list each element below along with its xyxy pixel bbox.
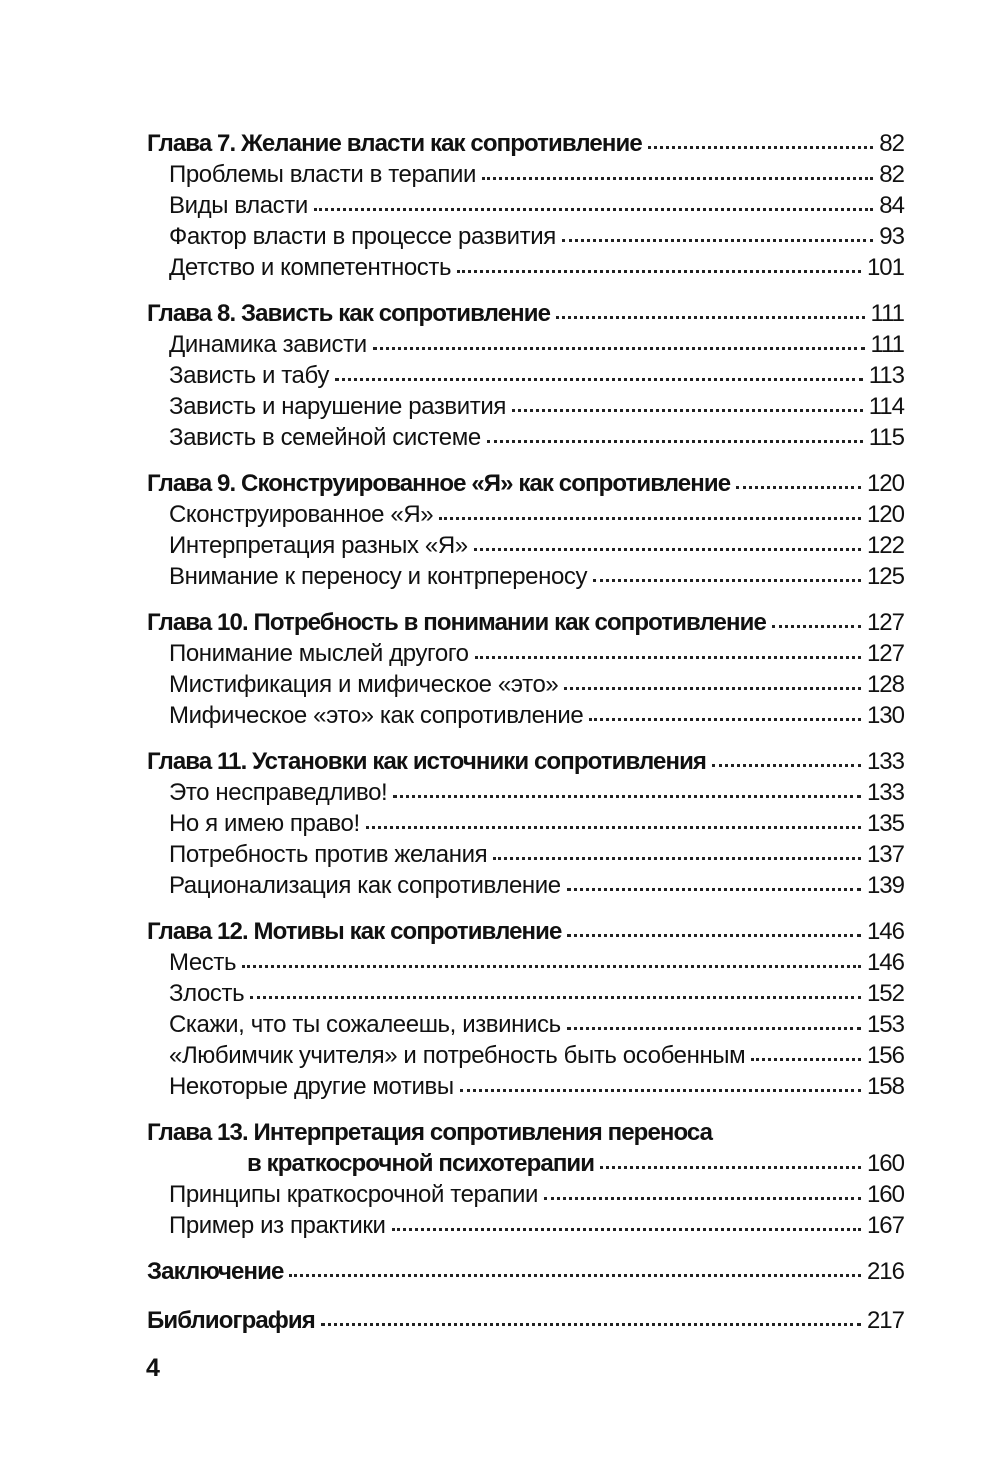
section-entry-title: Сконструированное «Я»: [169, 501, 434, 528]
chapter-heading-title: Глава 8. Зависть как сопротивление: [147, 300, 551, 327]
section-entry-page-number: 101: [866, 254, 904, 281]
dot-leader: [373, 339, 865, 350]
dot-leader: [289, 1266, 861, 1277]
chapter-heading-page-number: 120: [866, 470, 904, 497]
section-entry-title: Детство и компетентность: [169, 254, 452, 281]
dot-leader: [600, 1158, 861, 1169]
dot-leader: [392, 1220, 861, 1231]
section-entry-page-number: 137: [866, 841, 904, 868]
chapter-heading-title: Глава 12. Мотивы как сопротивление: [147, 918, 562, 945]
dot-leader: [242, 957, 861, 968]
section-entry-title: Это несправедливо!: [169, 779, 388, 806]
back-matter-entry: [147, 1256, 904, 1287]
section-entry: [147, 839, 904, 870]
section-entry-page-number: 153: [866, 1011, 904, 1038]
section-entry-page-number: 93: [879, 223, 904, 250]
chapter-block: [147, 468, 904, 592]
section-entry-page-number: 115: [868, 424, 904, 451]
section-entry-title: «Любимчик учителя» и потребность быть особенным: [169, 1042, 746, 1069]
chapter-block: [147, 1117, 904, 1241]
chapter-block: [147, 298, 904, 453]
section-entry: [147, 499, 904, 530]
section-entry-title: Месть: [169, 949, 237, 976]
back-matter-entry-title: Заключение: [147, 1258, 284, 1285]
section-entry-title: Проблемы власти в терапии: [169, 161, 476, 188]
chapter-heading: [147, 1117, 904, 1148]
dot-leader: [544, 1189, 861, 1200]
section-entry: [147, 1040, 904, 1071]
section-entry-page-number: 127: [866, 640, 904, 667]
dot-leader: [593, 571, 861, 582]
section-entry: [147, 669, 904, 700]
section-entry-title: Принципы краткосрочной терапии: [169, 1181, 539, 1208]
dot-leader: [567, 1019, 861, 1030]
back-matter-block: [147, 1305, 904, 1336]
chapter-heading-title: Глава 10. Потребность в понимании как сопротивление: [147, 609, 766, 636]
back-matter-entry-page-number: 217: [866, 1307, 904, 1334]
section-entry-title: Некоторые другие мотивы: [169, 1073, 454, 1100]
section-entry: [147, 221, 904, 252]
chapter-heading-page-number: 133: [866, 748, 904, 775]
section-entry: [147, 777, 904, 808]
chapter-heading: [147, 916, 904, 947]
section-entry-title: Зависть и табу: [169, 362, 329, 389]
dot-leader: [772, 617, 861, 628]
dot-leader: [564, 679, 861, 690]
chapter-heading-page-number: 111: [870, 300, 904, 327]
chapter-block: [147, 607, 904, 731]
back-matter-entry-page-number: 216: [866, 1258, 904, 1285]
section-entry-title: Потребность против желания: [169, 841, 488, 868]
section-entry-page-number: 122: [866, 532, 904, 559]
section-entry-title: Скажи, что ты сожалеешь, извинись: [169, 1011, 561, 1038]
chapter-heading: [147, 607, 904, 638]
dot-leader: [457, 262, 861, 273]
dot-leader: [648, 138, 874, 149]
section-entry-title: Виды власти: [169, 192, 308, 219]
section-entry: [147, 700, 904, 731]
dot-leader: [439, 509, 861, 520]
section-entry-page-number: 135: [866, 810, 904, 837]
back-matter-entry-title: Библиография: [147, 1307, 315, 1334]
dot-leader: [366, 818, 861, 829]
section-entry-page-number: 139: [866, 872, 904, 899]
dot-leader: [556, 308, 864, 319]
chapter-heading: [147, 298, 904, 329]
section-entry: [147, 1210, 904, 1241]
dot-leader: [567, 880, 861, 891]
chapter-heading-title: Глава 9. Сконструированное «Я» как сопротивление: [147, 470, 731, 497]
chapter-heading: [147, 468, 904, 499]
chapter-heading-continued-page-number: 160: [866, 1150, 904, 1177]
section-entry: [147, 530, 904, 561]
section-entry-title: Фактор власти в процессе развития: [169, 223, 556, 250]
section-entry: [147, 638, 904, 669]
section-entry-title: Но я имею право!: [169, 810, 360, 837]
section-entry-title: Зависть в семейной системе: [169, 424, 481, 451]
section-entry: [147, 947, 904, 978]
dot-leader: [736, 478, 861, 489]
section-entry: [147, 1179, 904, 1210]
section-entry-page-number: 84: [879, 192, 904, 219]
section-entry-title: Внимание к переносу и контрпереносу: [169, 563, 588, 590]
chapter-heading-title: Глава 7. Желание власти как сопротивление: [147, 130, 642, 157]
dot-leader: [321, 1315, 861, 1326]
chapter-block: [147, 128, 904, 283]
chapter-heading-continued: [147, 1148, 904, 1179]
dot-leader: [250, 988, 861, 999]
section-entry-page-number: 146: [866, 949, 904, 976]
chapter-heading-page-number: 146: [866, 918, 904, 945]
chapter-heading-title: Глава 11. Установки как источники сопротивления: [147, 748, 707, 775]
back-matter-block: [147, 1256, 904, 1287]
section-entry: [147, 808, 904, 839]
dot-leader: [751, 1050, 861, 1061]
section-entry: [147, 870, 904, 901]
section-entry-page-number: 111: [870, 331, 904, 358]
section-entry: [147, 252, 904, 283]
dot-leader: [474, 540, 861, 551]
section-entry: [147, 159, 904, 190]
chapter-heading-title: Глава 13. Интерпретация сопротивления переноса: [147, 1119, 713, 1146]
chapter-heading-continued-title: в краткосрочной психотерапии: [247, 1150, 595, 1177]
dot-leader: [512, 401, 863, 412]
section-entry-page-number: 130: [866, 702, 904, 729]
section-entry-page-number: 158: [866, 1073, 904, 1100]
back-matter-entry: [147, 1305, 904, 1336]
section-entry: [147, 391, 904, 422]
dot-leader: [482, 169, 873, 180]
section-entry-page-number: 128: [866, 671, 904, 698]
section-entry: [147, 561, 904, 592]
section-entry-title: Мифическое «это» как сопротивление: [169, 702, 584, 729]
dot-leader: [393, 787, 861, 798]
dot-leader: [335, 370, 863, 381]
dot-leader: [460, 1081, 861, 1092]
section-entry-title: Зависть и нарушение развития: [169, 393, 506, 420]
dot-leader: [589, 710, 861, 721]
section-entry-title: Интерпретация разных «Я»: [169, 532, 468, 559]
page-number: 4: [146, 1354, 160, 1382]
section-entry-title: Злость: [169, 980, 245, 1007]
section-entry: [147, 1071, 904, 1102]
section-entry-page-number: 167: [866, 1212, 904, 1239]
section-entry: [147, 190, 904, 221]
dot-leader: [712, 756, 861, 767]
section-entry-title: Пример из практики: [169, 1212, 386, 1239]
section-entry-page-number: 114: [868, 393, 904, 420]
chapter-heading-page-number: 82: [879, 130, 904, 157]
section-entry: [147, 329, 904, 360]
section-entry-page-number: 120: [866, 501, 904, 528]
chapter-block: [147, 746, 904, 901]
section-entry-page-number: 125: [866, 563, 904, 590]
section-entry: [147, 1009, 904, 1040]
dot-leader: [493, 849, 861, 860]
dot-leader: [314, 200, 873, 211]
dot-leader: [562, 231, 874, 242]
section-entry: [147, 978, 904, 1009]
dot-leader: [487, 432, 863, 443]
table-of-contents: [147, 128, 904, 1354]
chapter-heading: [147, 128, 904, 159]
section-entry-page-number: 82: [879, 161, 904, 188]
section-entry-page-number: 160: [866, 1181, 904, 1208]
chapter-heading-page-number: 127: [866, 609, 904, 636]
section-entry-page-number: 113: [868, 362, 904, 389]
section-entry: [147, 422, 904, 453]
dot-leader: [567, 926, 860, 937]
section-entry-page-number: 152: [866, 980, 904, 1007]
section-entry-title: Мистификация и мифическое «это»: [169, 671, 559, 698]
chapter-block: [147, 916, 904, 1102]
section-entry-page-number: 133: [866, 779, 904, 806]
section-entry-title: Понимание мыслей другого: [169, 640, 469, 667]
section-entry-page-number: 156: [866, 1042, 904, 1069]
section-entry-title: Рационализация как сопротивление: [169, 872, 561, 899]
dot-leader: [475, 648, 861, 659]
section-entry: [147, 360, 904, 391]
section-entry-title: Динамика зависти: [169, 331, 367, 358]
chapter-heading: [147, 746, 904, 777]
